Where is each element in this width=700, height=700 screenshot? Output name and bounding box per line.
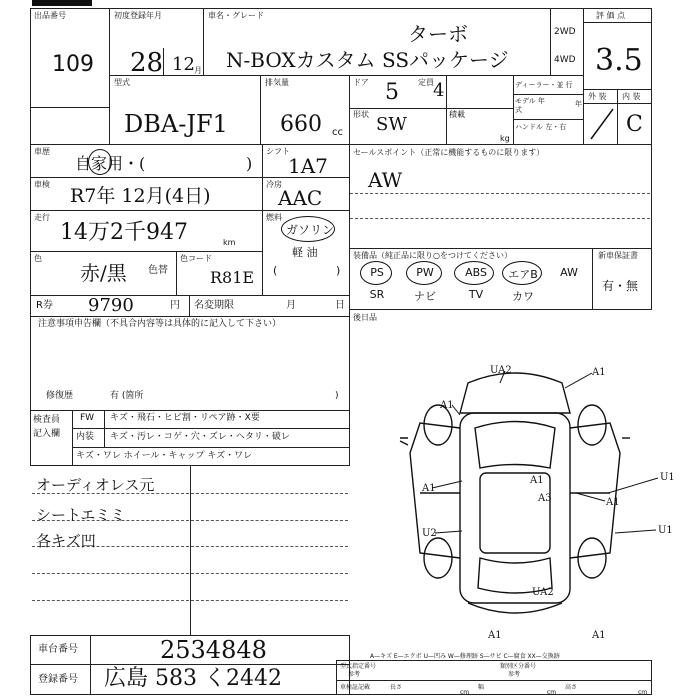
- history-cell: [30, 144, 263, 178]
- caution-label: 注意事項申告欄（不具合内容等は具体的に記入して下さい）: [38, 319, 282, 329]
- door-label: ドア: [353, 78, 369, 87]
- dim-width: 幅: [478, 684, 485, 691]
- insp-row3-text: キズ・ワレ ホイール・キャップ キズ・ワレ: [76, 451, 253, 461]
- first-reg-year: 28: [130, 48, 164, 78]
- equip-tv: TV: [468, 288, 484, 301]
- repair-value: 有 (箇所: [110, 391, 144, 401]
- name-change-month: 月: [286, 300, 296, 311]
- equipment-row2: [353, 288, 589, 308]
- new-value: 有・無: [602, 279, 639, 293]
- reg-value: 広島 583 く2442: [104, 666, 282, 691]
- mark-u2-left: U2: [422, 528, 437, 539]
- mark-a1-bottomright: A1: [592, 630, 606, 641]
- circle-airbag: [502, 261, 542, 285]
- model-year-unit: 年: [575, 100, 582, 108]
- fuel-gasoline: ガソリン: [286, 223, 335, 237]
- equip-airbag: エアB: [508, 268, 538, 281]
- mark-ua2-bottom: UA2: [532, 587, 554, 598]
- dim-length: 長さ: [390, 684, 403, 691]
- dim-unit-3: cm: [638, 689, 648, 696]
- drive-cell: [550, 8, 584, 76]
- mark-u1-right: U1: [660, 472, 675, 483]
- first-reg-unit: 月: [194, 66, 202, 75]
- model-label: 型式: [114, 78, 130, 87]
- cooling-label: 冷房: [266, 180, 282, 189]
- displacement-value: 660: [280, 112, 322, 137]
- fuel-bracket: (: [273, 264, 278, 277]
- history-circle: [88, 149, 112, 175]
- cert-cell: [336, 660, 652, 695]
- dim-label: 車検証記載: [340, 684, 371, 691]
- interior-label: 内 装: [622, 92, 641, 101]
- displacement-unit: cc: [332, 127, 343, 138]
- load-label: 積載: [449, 110, 465, 119]
- mileage-unit: km: [223, 238, 236, 247]
- lot-value: 109: [52, 52, 94, 77]
- inspector-label2: 記入欄: [33, 429, 61, 439]
- dealer-label: ディーラー・並 行: [515, 81, 573, 89]
- inspector-label1: 検査員: [33, 415, 61, 425]
- circle-pw: [406, 261, 442, 285]
- capacity-value: 4: [433, 80, 445, 101]
- shape-label: 形状: [353, 110, 369, 119]
- equip-sr: SR: [369, 288, 385, 301]
- door-value: 5: [385, 80, 399, 105]
- sales-label: セールスポイント（正常に機能するものに限ります）: [353, 148, 545, 157]
- class-ref: 参考: [508, 671, 521, 678]
- inspection-value: R7年 12月(4日): [70, 185, 211, 207]
- note-line3: 各キズ凹: [36, 532, 96, 550]
- name-label: 車名・グレード: [208, 11, 264, 20]
- chassis-value: 2534848: [160, 636, 267, 664]
- sales-cell: [349, 144, 652, 249]
- shift-value: 1A7: [288, 154, 328, 178]
- fuel-bracket-close: ): [336, 264, 341, 277]
- capacity-label: 定員: [418, 78, 434, 87]
- caution-cell: [30, 316, 350, 411]
- car-diagram: [380, 353, 675, 643]
- fuel-circle: [281, 216, 335, 242]
- shape-value: SW: [376, 114, 407, 135]
- mark-a1-left: A1: [440, 400, 454, 411]
- note-line2: シートエミミ: [36, 506, 126, 524]
- top-tab: [32, 0, 92, 6]
- equip-ps: PS: [370, 266, 384, 279]
- dim-unit-1: cm: [460, 689, 470, 696]
- color-label: 色: [34, 254, 42, 263]
- chassis-label: 車台番号: [38, 644, 78, 655]
- sales-value: AW: [368, 168, 403, 192]
- equip-navi: ナビ: [414, 290, 436, 303]
- dim-unit-2: cm: [547, 689, 557, 696]
- model-cert-ref: 参考: [348, 671, 361, 678]
- fuel-label: 燃料: [266, 213, 282, 222]
- exterior-label: 外 装: [588, 92, 607, 101]
- color-change-label: 色替: [148, 265, 168, 276]
- first-reg-label: 初度登録年月: [114, 11, 162, 20]
- model-cert-label: 型式指定番号: [340, 663, 377, 670]
- equip-pw: PW: [416, 266, 434, 279]
- grade-label: 評 価 点: [596, 11, 626, 20]
- color-code-label: 色コード: [180, 254, 212, 263]
- shift-label: シフト: [266, 147, 290, 156]
- equipment-label: 装備品（純正品に限り○をつけてください）: [353, 251, 512, 260]
- after-label: 後日品: [353, 313, 377, 322]
- first-reg-month: 12: [172, 54, 195, 75]
- load-unit: kg: [500, 134, 510, 143]
- insp-row1-text: キズ・飛石・ヒビ割・リペア跡・X要: [110, 413, 260, 423]
- insp-row1-head: FW: [80, 413, 95, 423]
- equip-aw: AW: [560, 266, 578, 279]
- mark-a1-bottomleft: A1: [488, 630, 502, 641]
- circle-abs: [454, 261, 494, 285]
- exterior-slash: [585, 105, 617, 143]
- diagram-legend: A—キズ E—エクボ U—凹み W—修理跡 S—サビ C—腐食 XX—交換跡: [370, 653, 560, 660]
- name-line1: ターボ: [408, 22, 468, 46]
- displacement-label: 排気量: [265, 78, 289, 87]
- name-line2: N-BOXカスタム SSパッケージ: [226, 48, 509, 72]
- name-change-day: 日: [335, 300, 345, 311]
- history-label: 車歴: [34, 147, 50, 156]
- mark-a3: A3: [538, 493, 552, 504]
- model-value: DBA-JF1: [124, 110, 228, 138]
- handle-label: ハンドル 左・右: [515, 123, 567, 131]
- reg-label: 登録番号: [38, 674, 78, 685]
- recycle-unit: 円: [170, 300, 180, 311]
- wd2-label: 2WD: [554, 27, 576, 37]
- left-strip: [30, 107, 110, 145]
- repair-close: ): [335, 391, 339, 401]
- color-value: 赤/黒: [80, 261, 127, 285]
- lot-label: 出品番号: [34, 11, 66, 20]
- mark-a1-mid: A1: [530, 475, 544, 486]
- mark-a1-leftmid: A1: [422, 483, 436, 494]
- insp-row2-text: キズ・汚レ・コゲ・穴・ズレ・ヘタリ・破レ: [110, 432, 290, 442]
- equip-leather: カワ: [512, 290, 534, 303]
- grade-value: 3.5: [595, 43, 643, 78]
- color-code-value: R81E: [210, 268, 255, 287]
- history-close: ): [246, 154, 253, 173]
- model-year-label: モデル 年式: [515, 97, 545, 114]
- repair-label: 修復歴: [46, 391, 74, 401]
- recycle-label: R券: [36, 300, 53, 311]
- inspection-label: 車検: [34, 180, 50, 189]
- mark-u1-rightlow: U1: [658, 525, 673, 536]
- interior-value: C: [626, 112, 643, 137]
- mark-ua2-top: UA2: [490, 365, 512, 376]
- insp-row2-head: 内装: [76, 432, 95, 442]
- auction-sheet: [30, 8, 675, 696]
- equip-abs: ABS: [465, 266, 487, 279]
- fuel-diesel: 軽 油: [292, 246, 318, 259]
- dim-height: 高さ: [565, 684, 578, 691]
- mileage-value: 14万2千947: [60, 220, 188, 245]
- history-value: 自家用・(: [75, 154, 146, 173]
- wd4-label: 4WD: [554, 55, 576, 65]
- class-label: 類別区分番号: [500, 663, 537, 670]
- circle-ps: [360, 261, 392, 285]
- note-line1: オーディオレス元: [36, 476, 155, 494]
- new-label: 新車保証書: [598, 251, 638, 260]
- mark-a1-topright: A1: [592, 367, 606, 378]
- recycle-value: 9790: [88, 295, 134, 316]
- cooling-value: AAC: [278, 186, 323, 210]
- mark-a1-right: A1: [606, 497, 620, 508]
- name-change-label: 名変期限: [194, 300, 234, 311]
- mileage-label: 走行: [34, 213, 50, 222]
